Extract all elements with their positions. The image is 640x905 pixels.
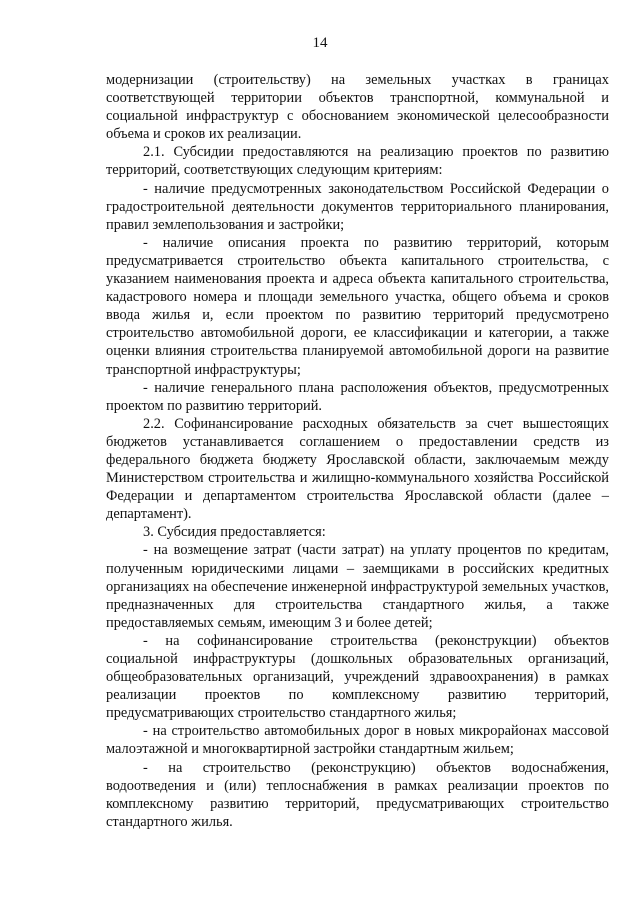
criterion-project-description: - наличие описания проекта по развитию территорий, которым предусматривается строительство объекта капитального строительства, с указанием наименования проекта и адреса объекта капитального строительства, кадастрового номера и площади земельного участка, общего объема и сроков ввода жилья и, если проектом по развитию территорий предусмотрено строительство автомобильной дороги, ее классификации и категории, а также оценки влияния строительства планируемой автомобильной дороги на развитие транспортной инфраструктуры; — [106, 234, 609, 378]
subsidy-item-interest-compensation: - на возмещение затрат (части затрат) на уплату процентов по кредитам, полученным юридическими лицами – заемщиками в российских кредитных организациях на обеспечение инженерной инфраструктурой земельных участков, предназначенных для строительства стандартного жилья, а также предоставляемых семьям, имеющим 3 и более детей; — [106, 542, 609, 631]
page-number: 14 — [312, 35, 328, 51]
criterion-general-plan: - наличие генерального плана расположения объектов, предусмотренных проектом по развитию территорий. — [106, 379, 609, 414]
paragraph-3: 3. Субсидия предоставляется: — [143, 524, 326, 541]
subsidy-item-roads: - на строительство автомобильных дорог в новых микрорайонах массовой малоэтажной и многоквартирной застройки стандартным жильем; — [106, 723, 609, 758]
subsidy-item-water-heat-supply: - на строительство (реконструкцию) объектов водоснабжения, водоотведения и (или) теплоснабжения в рамках реализации проектов по комплексному развитию территорий, предусматривающих строительство стандартного жилья. — [106, 759, 609, 830]
criterion-urban-planning-documents: - наличие предусмотренных законодательством Российской Федерации о градостроительной деятельности документов территориального планирования, правил землепользования и застройки; — [106, 180, 609, 233]
paragraph-continuation: модернизации (строительству) на земельных участках в границах соответствующей территории объектов транспортной, коммунальной и социальной инфраструктур с обоснованием экономической целесообразности объема и сроков их реализации. — [106, 72, 609, 143]
document-body — [106, 71, 609, 831]
paragraph-2-2: 2.2. Софинансирование расходных обязательств за счет вышестоящих бюджетов устанавливается соглашением о предоставлении средств из федерального бюджета бюджету Ярославской области, заключаемым между Министерством строительства и жилищно-коммунального хозяйства Российской Федерации и департаментом строительства Ярославской области (далее – департамент). — [106, 415, 609, 523]
subsidy-item-social-infrastructure: - на софинансирование строительства (реконструкции) объектов социальной инфраструктуры (дошкольных образовательных организаций, общеобразовательных организаций, учреждений здравоохранения) в рамках реализации проектов по комплексному развитию территорий, предусматривающих строительство стандартного жилья; — [106, 632, 609, 722]
paragraph-2-1: 2.1. Субсидии предоставляются на реализацию проектов по развитию территорий, соответствующих следующим критериям: — [106, 144, 609, 179]
